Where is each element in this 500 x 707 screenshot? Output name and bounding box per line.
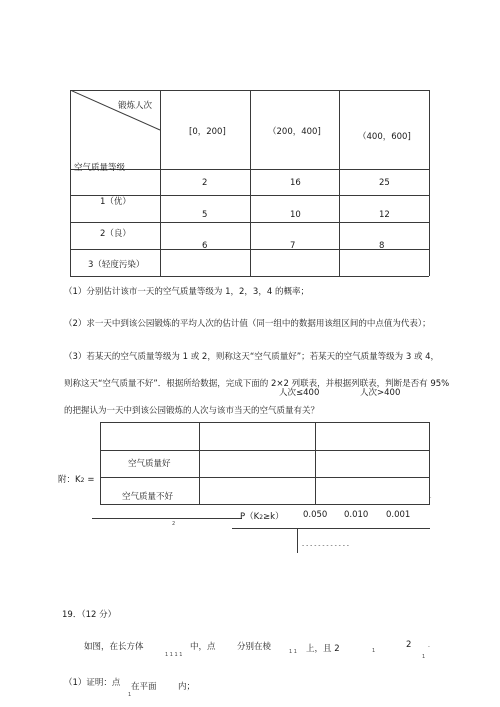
- corner-bottom-label: 空气质量等级: [74, 163, 126, 173]
- problem-19-text-e: 2: [406, 640, 412, 650]
- row-label-1: 1（优）: [100, 197, 131, 207]
- problem-19-part-1-c: 内；: [178, 682, 196, 692]
- row-label-bad: 空气质量不好: [122, 492, 174, 502]
- table-cell: 12: [379, 210, 390, 220]
- col-header-2: （200，400]: [268, 127, 321, 137]
- overlay-label-left: 人次≤400: [279, 388, 320, 398]
- row-label-3: 3（轻度污染）: [88, 260, 145, 270]
- ptable-value-3: 0.001: [386, 510, 411, 520]
- dot-mark-2: -: [428, 644, 430, 650]
- ptable-value-1: 0.050: [303, 510, 328, 520]
- problem-19-number: 19．（12 分）: [62, 610, 117, 620]
- ptable-value-2: 0.010: [344, 510, 369, 520]
- problem-19-text-c: 分别在棱: [237, 642, 272, 652]
- col-header-3: （400，600]: [358, 132, 411, 142]
- ptable-dashes: - - - - - - - - - - - -: [302, 542, 349, 549]
- question-1: （1）分别估计该市一天的空气质量等级为 1，2，3，4 的概率；: [64, 287, 309, 297]
- question-3-line-2: 则称这天“空气质量不好”．根据所给数据，完成下面的 2×2 列联表，并根据列联表，判断是否有 95%: [64, 379, 450, 389]
- table-cell: 2: [202, 178, 208, 188]
- row-label-good: 空气质量好: [128, 459, 171, 469]
- col-header-1: [0，200]: [189, 127, 226, 137]
- problem-19-text-b: 中，点: [190, 642, 216, 652]
- question-3-line-1: （3）若某天的空气质量等级为 1 或 2，则称这天“空气质量好”；若某天的空气质量等级为 3 或 4，: [64, 352, 440, 362]
- subscript-marks: 1 1 1 1: [165, 652, 183, 658]
- corner-diagonal: [70, 90, 161, 132]
- problem-19-text-a: 如图，在长方体: [84, 642, 144, 652]
- table-cell: 7: [290, 241, 296, 251]
- table-cell: 10: [290, 210, 301, 220]
- subscript-mark-5: 1: [128, 692, 132, 698]
- question-3-line-3: 的把握认为一天中到该公园锻炼的人次与该市当天的空气质量有关？: [64, 406, 320, 416]
- row-label-2: 2（良）: [100, 229, 131, 239]
- problem-19-text-d: 上，且 2: [306, 644, 340, 654]
- table-cell: 6: [202, 241, 208, 251]
- fraction-bar: [92, 518, 242, 519]
- subscript-mark-4: 1: [422, 654, 426, 660]
- dot-mark: .: [430, 494, 432, 500]
- fraction-mark: 2: [172, 521, 176, 527]
- table-cell: 5: [202, 210, 208, 220]
- question-2: （2）求一天中到该公园锻炼的平均人次的估计值（同一组中的数据用该组区间的中点值为代表）；: [64, 319, 431, 329]
- problem-19-part-1-b: 在平面: [131, 682, 157, 692]
- corner-top-label: 锻炼人次: [118, 101, 153, 111]
- subscript-mark-3: 1: [372, 648, 376, 654]
- problem-19-part-1-a: （1）证明：点: [64, 678, 121, 688]
- subscript-marks-2: 1 1: [289, 649, 297, 655]
- overlay-label-right: 人次>400: [360, 388, 401, 398]
- table-cell: 16: [290, 178, 301, 188]
- table-cell: 8: [379, 241, 385, 251]
- ptable-header: P（K2≥k）: [240, 512, 284, 522]
- formula-label: 附：K2 =: [58, 475, 95, 485]
- table-cell: 25: [379, 178, 390, 188]
